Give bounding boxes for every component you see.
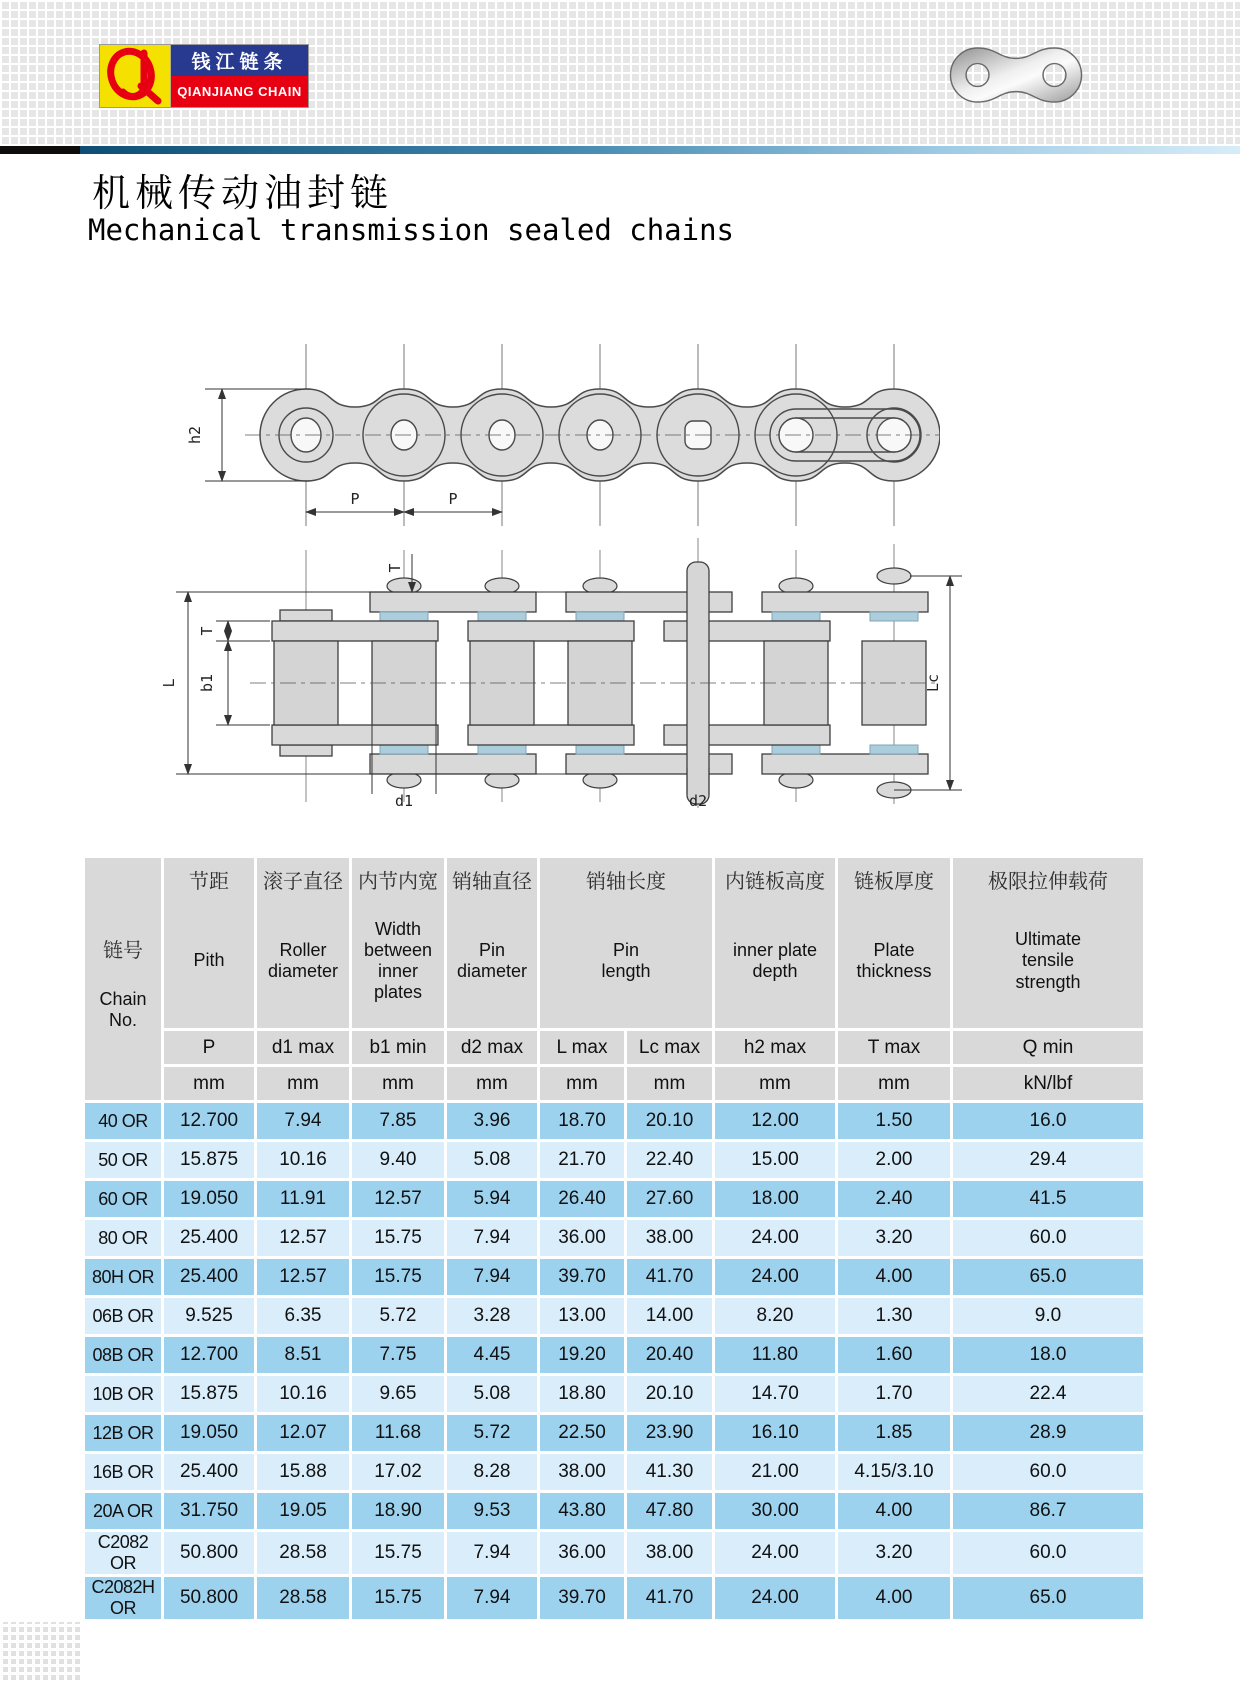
spec-value-cell: 60.0 bbox=[953, 1220, 1143, 1256]
spec-value-cell: 15.75 bbox=[352, 1577, 444, 1619]
spec-value-cell: 18.90 bbox=[352, 1493, 444, 1529]
spec-value-cell: 1.60 bbox=[838, 1337, 950, 1373]
spec-value-cell: 86.7 bbox=[953, 1493, 1143, 1529]
spec-value-cell: 50.800 bbox=[164, 1577, 254, 1619]
dim-label-t-top: T bbox=[386, 563, 404, 573]
spec-value-cell: 8.28 bbox=[447, 1454, 537, 1490]
spec-table bbox=[82, 855, 1146, 1622]
spec-value-cell: 20.40 bbox=[627, 1337, 712, 1373]
dim-label-d1: d1 bbox=[394, 792, 414, 810]
spec-value-cell: 43.80 bbox=[540, 1493, 624, 1529]
spec-value-cell: 41.70 bbox=[627, 1259, 712, 1295]
dim-label-l: L bbox=[160, 678, 178, 688]
spec-value-cell: 11.68 bbox=[352, 1415, 444, 1451]
spec-value-cell: 24.00 bbox=[715, 1220, 835, 1256]
spec-value-cell: 15.875 bbox=[164, 1142, 254, 1178]
chain-no-cell: 12B OR bbox=[85, 1415, 161, 1451]
symbol-lc-max: Lc max bbox=[627, 1031, 712, 1064]
symbol-t-max: T max bbox=[838, 1031, 950, 1064]
spec-value-cell: 38.00 bbox=[540, 1454, 624, 1490]
unit-cell: mm bbox=[352, 1067, 444, 1100]
symbol-h2-max: h2 max bbox=[715, 1031, 835, 1064]
symbol-d1-max: d1 max bbox=[257, 1031, 349, 1064]
chain-no-cell: 60 OR bbox=[85, 1181, 161, 1217]
spec-value-cell: 7.94 bbox=[447, 1220, 537, 1256]
spec-value-cell: 8.51 bbox=[257, 1337, 349, 1373]
spec-value-cell: 10.16 bbox=[257, 1142, 349, 1178]
spec-value-cell: 19.050 bbox=[164, 1415, 254, 1451]
unit-cell: mm bbox=[715, 1067, 835, 1100]
spec-value-cell: 39.70 bbox=[540, 1259, 624, 1295]
spec-value-cell: 11.91 bbox=[257, 1181, 349, 1217]
spec-value-cell: 3.20 bbox=[838, 1532, 950, 1574]
spec-value-cell: 12.00 bbox=[715, 1103, 835, 1139]
spec-value-cell: 7.85 bbox=[352, 1103, 444, 1139]
symbol-l-max: L max bbox=[540, 1031, 624, 1064]
chain-no-cell: 06B OR bbox=[85, 1298, 161, 1334]
symbol-d2-max: d2 max bbox=[447, 1031, 537, 1064]
spec-value-cell: 36.00 bbox=[540, 1532, 624, 1574]
chain-no-label-en: Chain No. bbox=[99, 988, 147, 1030]
spec-value-cell: 4.00 bbox=[838, 1577, 950, 1619]
spec-value-cell: 20.10 bbox=[627, 1103, 712, 1139]
chain-no-label-zh: 链号 bbox=[103, 939, 143, 962]
spec-value-cell: 8.20 bbox=[715, 1298, 835, 1334]
chain-no-cell: C2082 OR bbox=[85, 1532, 161, 1574]
spec-value-cell: 31.750 bbox=[164, 1493, 254, 1529]
spec-value-cell: 2.00 bbox=[838, 1142, 950, 1178]
spec-value-cell: 9.53 bbox=[447, 1493, 537, 1529]
spec-value-cell: 1.70 bbox=[838, 1376, 950, 1412]
spec-value-cell: 26.40 bbox=[540, 1181, 624, 1217]
chain-no-cell: 80 OR bbox=[85, 1220, 161, 1256]
table-header-row bbox=[85, 858, 1143, 1028]
unit-cell: mm bbox=[540, 1067, 624, 1100]
spec-value-cell: 16.0 bbox=[953, 1103, 1143, 1139]
spec-value-cell: 1.30 bbox=[838, 1298, 950, 1334]
chain-no-cell: 40 OR bbox=[85, 1103, 161, 1139]
spec-value-cell: 22.40 bbox=[627, 1142, 712, 1178]
table-row bbox=[85, 1493, 1143, 1529]
spec-value-cell: 16.10 bbox=[715, 1415, 835, 1451]
spec-value-cell: 17.02 bbox=[352, 1454, 444, 1490]
table-row bbox=[85, 1415, 1143, 1451]
table-row bbox=[85, 1181, 1143, 1217]
col-header-pin-diameter: 销轴直径 Pin diameter bbox=[447, 858, 537, 1028]
col-header-pin-length: 销轴长度 Pin length bbox=[540, 858, 712, 1028]
spec-value-cell: 12.57 bbox=[352, 1181, 444, 1217]
spec-value-cell: 28.58 bbox=[257, 1532, 349, 1574]
spec-value-cell: 14.00 bbox=[627, 1298, 712, 1334]
spec-value-cell: 28.9 bbox=[953, 1415, 1143, 1451]
spec-value-cell: 21.70 bbox=[540, 1142, 624, 1178]
chain-no-cell: 08B OR bbox=[85, 1337, 161, 1373]
spec-value-cell: 28.58 bbox=[257, 1577, 349, 1619]
spec-value-cell: 18.0 bbox=[953, 1337, 1143, 1373]
spec-value-cell: 15.00 bbox=[715, 1142, 835, 1178]
spec-value-cell: 9.40 bbox=[352, 1142, 444, 1178]
spec-value-cell: 4.15/3.10 bbox=[838, 1454, 950, 1490]
spec-value-cell: 4.45 bbox=[447, 1337, 537, 1373]
table-row bbox=[85, 1376, 1143, 1412]
col-header-inner-width: 内节内宽 Width between inner plates bbox=[352, 858, 444, 1028]
col-header-inner-plate-depth: 内链板高度 inner plate depth bbox=[715, 858, 835, 1028]
spec-value-cell: 23.90 bbox=[627, 1415, 712, 1451]
spec-value-cell: 3.28 bbox=[447, 1298, 537, 1334]
spec-value-cell: 7.94 bbox=[447, 1259, 537, 1295]
spec-value-cell: 4.00 bbox=[838, 1493, 950, 1529]
spec-value-cell: 10.16 bbox=[257, 1376, 349, 1412]
spec-value-cell: 19.20 bbox=[540, 1337, 624, 1373]
spec-value-cell: 9.525 bbox=[164, 1298, 254, 1334]
spec-value-cell: 7.94 bbox=[447, 1577, 537, 1619]
chain-no-cell: C2082H OR bbox=[85, 1577, 161, 1619]
symbol-q-min: Q min bbox=[953, 1031, 1143, 1064]
col-header-chain-no bbox=[85, 858, 161, 1100]
logo-company-name-zh: 钱江链条 bbox=[171, 45, 308, 76]
chain-no-cell: 20A OR bbox=[85, 1493, 161, 1529]
chain-no-cell: 80H OR bbox=[85, 1259, 161, 1295]
spec-value-cell: 12.57 bbox=[257, 1259, 349, 1295]
chain-no-cell: 50 OR bbox=[85, 1142, 161, 1178]
spec-value-cell: 60.0 bbox=[953, 1454, 1143, 1490]
spec-value-cell: 41.30 bbox=[627, 1454, 712, 1490]
dim-label-lc: Lc bbox=[924, 673, 942, 693]
spec-value-cell: 9.0 bbox=[953, 1298, 1143, 1334]
table-row bbox=[85, 1103, 1143, 1139]
spec-value-cell: 25.400 bbox=[164, 1454, 254, 1490]
spec-table-body bbox=[85, 1103, 1143, 1619]
spec-value-cell: 5.72 bbox=[447, 1415, 537, 1451]
spec-value-cell: 11.80 bbox=[715, 1337, 835, 1373]
bottom-dots-decoration bbox=[0, 1622, 80, 1683]
table-row bbox=[85, 1337, 1143, 1373]
symbol-p: P bbox=[164, 1031, 254, 1064]
spec-value-cell: 19.05 bbox=[257, 1493, 349, 1529]
table-row bbox=[85, 1259, 1143, 1295]
spec-value-cell: 7.75 bbox=[352, 1337, 444, 1373]
chain-no-cell: 16B OR bbox=[85, 1454, 161, 1490]
divider-gradient-bar bbox=[80, 146, 1240, 154]
spec-value-cell: 50.800 bbox=[164, 1532, 254, 1574]
spec-value-cell: 24.00 bbox=[715, 1532, 835, 1574]
symbol-b1-min: b1 min bbox=[352, 1031, 444, 1064]
spec-value-cell: 15.75 bbox=[352, 1532, 444, 1574]
spec-value-cell: 14.70 bbox=[715, 1376, 835, 1412]
spec-value-cell: 5.08 bbox=[447, 1376, 537, 1412]
dim-label-d2: d2 bbox=[688, 792, 708, 810]
table-row bbox=[85, 1454, 1143, 1490]
unit-cell: kN/lbf bbox=[953, 1067, 1143, 1100]
spec-value-cell: 60.0 bbox=[953, 1532, 1143, 1574]
spec-value-cell: 3.96 bbox=[447, 1103, 537, 1139]
spec-value-cell: 15.875 bbox=[164, 1376, 254, 1412]
spec-value-cell: 13.00 bbox=[540, 1298, 624, 1334]
table-row bbox=[85, 1142, 1143, 1178]
spec-value-cell: 38.00 bbox=[627, 1532, 712, 1574]
col-header-pitch: 节距 Pith bbox=[164, 858, 254, 1028]
dim-label-b1: b1 bbox=[198, 673, 216, 693]
unit-cell: mm bbox=[164, 1067, 254, 1100]
spec-value-cell: 65.0 bbox=[953, 1259, 1143, 1295]
table-row bbox=[85, 1220, 1143, 1256]
unit-cell: mm bbox=[447, 1067, 537, 1100]
logo-company-name-en: QIANJIANG CHAIN bbox=[171, 76, 308, 107]
col-header-plate-thickness: 链板厚度 Plate thickness bbox=[838, 858, 950, 1028]
spec-value-cell: 4.00 bbox=[838, 1259, 950, 1295]
spec-value-cell: 24.00 bbox=[715, 1259, 835, 1295]
spec-value-cell: 25.400 bbox=[164, 1220, 254, 1256]
unit-cell: mm bbox=[257, 1067, 349, 1100]
logo-monogram-icon bbox=[100, 45, 171, 107]
spec-value-cell: 1.50 bbox=[838, 1103, 950, 1139]
dim-label-h2: h2 bbox=[186, 425, 204, 445]
spec-value-cell: 2.40 bbox=[838, 1181, 950, 1217]
chain-no-cell: 10B OR bbox=[85, 1376, 161, 1412]
page-title-zh: 机械传动油封链 bbox=[92, 171, 394, 215]
table-row bbox=[85, 1532, 1143, 1574]
spec-value-cell: 39.70 bbox=[540, 1577, 624, 1619]
spec-value-cell: 18.80 bbox=[540, 1376, 624, 1412]
spec-value-cell: 38.00 bbox=[627, 1220, 712, 1256]
spec-value-cell: 41.70 bbox=[627, 1577, 712, 1619]
spec-value-cell: 22.4 bbox=[953, 1376, 1143, 1412]
spec-value-cell: 12.700 bbox=[164, 1103, 254, 1139]
spec-value-cell: 18.70 bbox=[540, 1103, 624, 1139]
spec-value-cell: 27.60 bbox=[627, 1181, 712, 1217]
spec-value-cell: 21.00 bbox=[715, 1454, 835, 1490]
spec-value-cell: 5.94 bbox=[447, 1181, 537, 1217]
spec-value-cell: 5.72 bbox=[352, 1298, 444, 1334]
spec-value-cell: 24.00 bbox=[715, 1577, 835, 1619]
chain-side-view-diagram bbox=[150, 322, 940, 534]
spec-value-cell: 22.50 bbox=[540, 1415, 624, 1451]
spec-value-cell: 7.94 bbox=[257, 1103, 349, 1139]
unit-row bbox=[85, 1067, 1143, 1100]
spec-value-cell: 19.050 bbox=[164, 1181, 254, 1217]
table-row bbox=[85, 1577, 1143, 1619]
spec-value-cell: 5.08 bbox=[447, 1142, 537, 1178]
spec-value-cell: 15.75 bbox=[352, 1220, 444, 1256]
spec-value-cell: 30.00 bbox=[715, 1493, 835, 1529]
spec-value-cell: 12.700 bbox=[164, 1337, 254, 1373]
unit-cell: mm bbox=[627, 1067, 712, 1100]
spec-value-cell: 36.00 bbox=[540, 1220, 624, 1256]
symbol-row bbox=[85, 1031, 1143, 1064]
spec-value-cell: 29.4 bbox=[953, 1142, 1143, 1178]
spec-value-cell: 6.35 bbox=[257, 1298, 349, 1334]
spec-value-cell: 15.75 bbox=[352, 1259, 444, 1295]
dim-label-t-left: T bbox=[198, 626, 216, 636]
dim-label-p-right: P bbox=[448, 490, 458, 508]
col-header-ultimate-tensile-strength: 极限拉伸载荷 Ultimate tensile strength bbox=[953, 858, 1143, 1028]
spec-value-cell: 12.57 bbox=[257, 1220, 349, 1256]
spec-value-cell: 47.80 bbox=[627, 1493, 712, 1529]
divider-black-segment bbox=[0, 146, 80, 154]
dim-label-p-left: P bbox=[350, 490, 360, 508]
spec-value-cell: 9.65 bbox=[352, 1376, 444, 1412]
company-logo bbox=[99, 44, 309, 108]
spec-value-cell: 25.400 bbox=[164, 1259, 254, 1295]
spec-value-cell: 41.5 bbox=[953, 1181, 1143, 1217]
spec-value-cell: 65.0 bbox=[953, 1577, 1143, 1619]
chain-link-plate-image bbox=[938, 40, 1094, 110]
spec-value-cell: 7.94 bbox=[447, 1532, 537, 1574]
table-row bbox=[85, 1298, 1143, 1334]
chain-section-view-diagram bbox=[150, 518, 980, 810]
spec-value-cell: 1.85 bbox=[838, 1415, 950, 1451]
page-title-en: Mechanical transmission sealed chains bbox=[88, 213, 735, 247]
spec-value-cell: 12.07 bbox=[257, 1415, 349, 1451]
col-header-roller-diameter: 滚子直径 Roller diameter bbox=[257, 858, 349, 1028]
unit-cell: mm bbox=[838, 1067, 950, 1100]
spec-value-cell: 15.88 bbox=[257, 1454, 349, 1490]
spec-value-cell: 20.10 bbox=[627, 1376, 712, 1412]
spec-value-cell: 3.20 bbox=[838, 1220, 950, 1256]
spec-value-cell: 18.00 bbox=[715, 1181, 835, 1217]
